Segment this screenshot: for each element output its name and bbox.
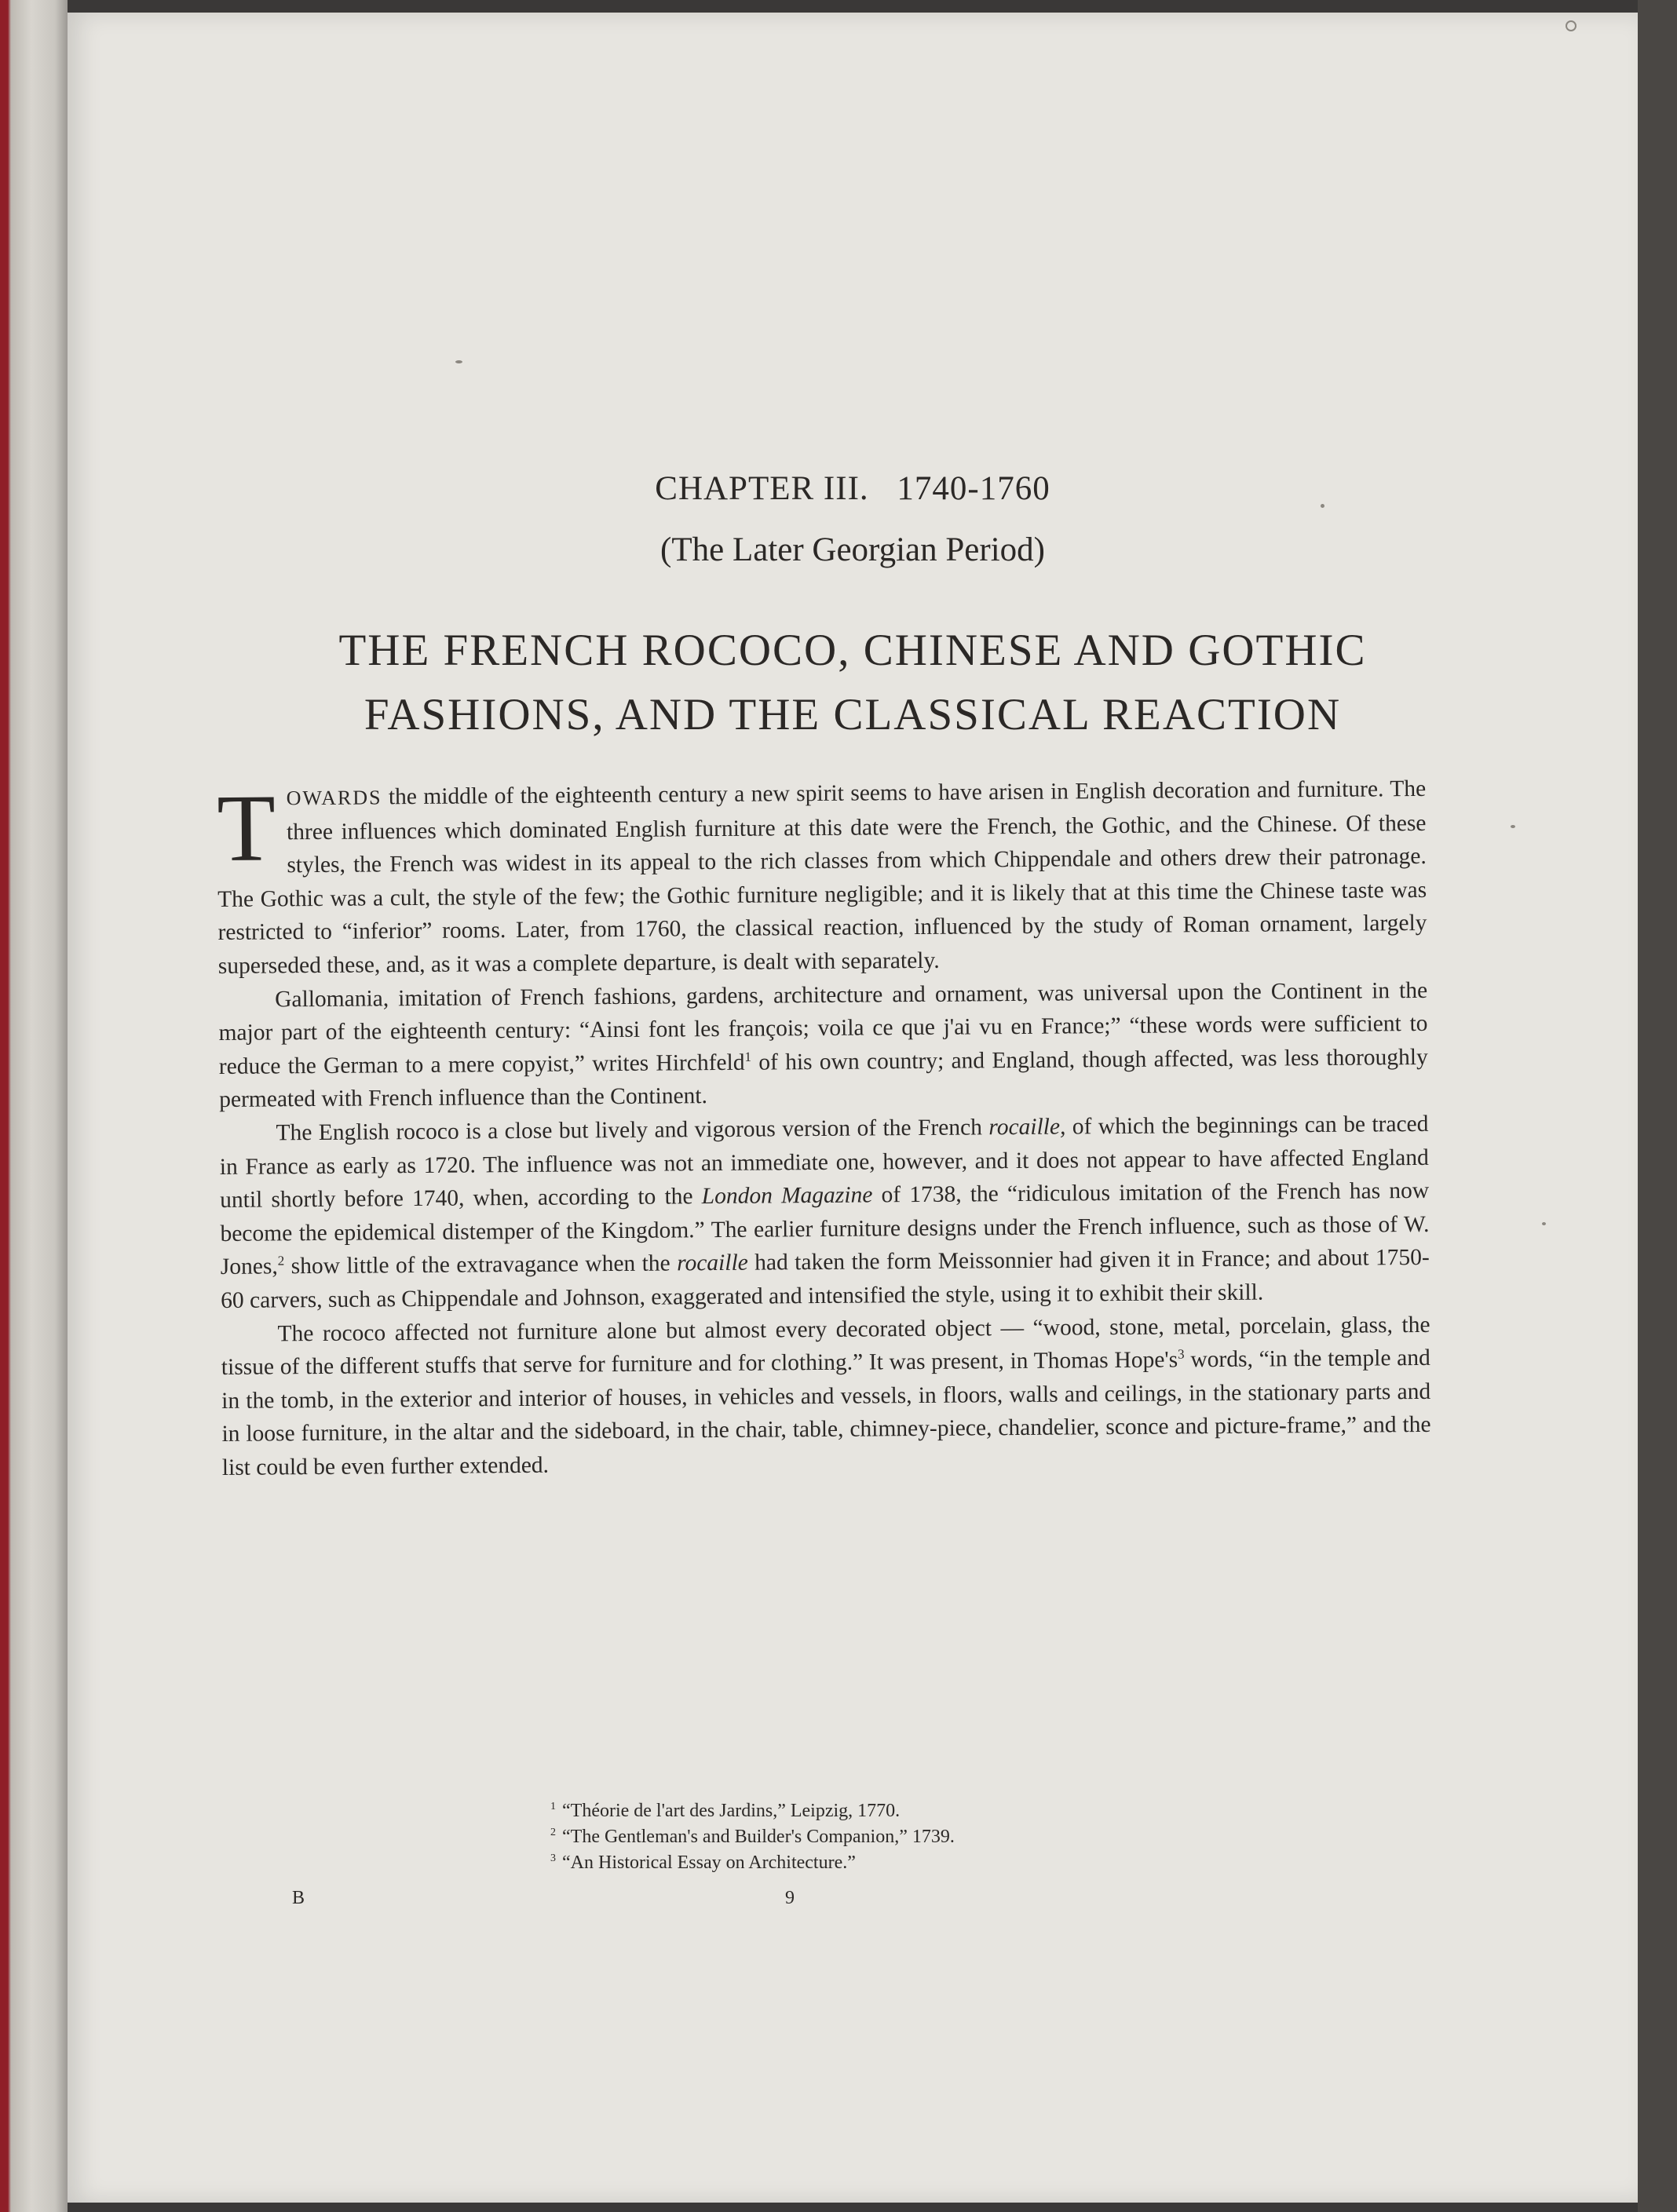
paragraph-3: [219, 1108, 1430, 1318]
paragraph-3-text-b: of which the beginnings can be traced in France as early as 1720. The influence was not an immediate one, however, and it does not appear to have affected England until shortly before 1740, when, according to the: [219, 1111, 1429, 1214]
paragraph-1: [217, 772, 1427, 984]
footnote-ref-2: 2: [277, 1253, 285, 1268]
footnote-ref-3: 3: [1178, 1346, 1185, 1362]
paragraph-1-text: the middle of the eighteenth century a new spirit seems to have arisen in English decoration and furniture. The three influences which dominated English furniture at this date were the French, the Gothic, and the Chinese. Of these styles, the French was widest in its appeal to the rich classes from which Chippendale and others drew their patronage. The Gothic was a cult, the style of the few; the Gothic furniture negligible; and it is likely that at this time the Chinese taste was restricted to “inferior” rooms. Later, from 1760, the classical reaction, influenced by the study of Roman ornament, largely superseded these, and, as it was a complete departure, is dealt with separately.: [217, 776, 1427, 979]
chapter-title-line-2: FASHIONS, AND THE CLASSICAL REACTION: [364, 690, 1342, 739]
footnote-ref-1: 1: [744, 1049, 752, 1064]
footnote-1: [550, 1798, 1257, 1824]
footnote-mark: 2: [550, 1827, 556, 1838]
paper-speck: [1542, 1222, 1546, 1225]
paragraph-2-text-a: Gallomania, imitation of French fashions, gardens, architecture and ornament, was universal upon the Continent in the major part of the eighteenth century: “Ainsi font les françois; voila ce que j'ai vu en France;” “these words were sufficient to reduce the German to a mere copyist,” writes Hirchfeld: [218, 977, 1428, 1079]
chapter-title-line-1: THE FRENCH ROCOCO, CHINESE AND GOTHIC: [338, 626, 1367, 675]
left-page-edge: [0, 0, 68, 2212]
book-page: [68, 13, 1638, 2203]
footnote-3: [550, 1850, 1257, 1876]
paper-speck: [1511, 825, 1515, 828]
footnotes: [550, 1798, 1257, 1876]
paragraph-4-text-b: words, “in the temple and in the tomb, in the exterior and interior of houses, in vehicles and vessels, in floors, walls and ceilings, in the stationary parts and in loose furniture, in the altar and the sideboard, in the chair, table, chimney-piece, chandelier, sconce and picture-frame,” and the list could be even further extended.: [221, 1345, 1431, 1480]
paragraph-3-text-a: The English rococo is a close but lively and vigorous version of the French: [276, 1115, 983, 1146]
chapter-heading: [68, 469, 1638, 508]
footnote-text: “An Historical Essay on Architecture.”: [562, 1852, 856, 1873]
paper-speck: [1566, 20, 1577, 31]
period-subtitle: (The Later Georgian Period): [660, 531, 1045, 568]
paragraph-3-text-c: of 1738, the “ridiculous imitation of the French has now become the epidemical distemper of the Kingdom.” The earlier furniture designs under the French influence, such as those of W. Jones,: [220, 1178, 1430, 1280]
paragraph-2-text-b: of his own country; and England, though affected, was less thoroughly permeated with French influence than the Continent.: [219, 1044, 1428, 1113]
footnote-mark: 1: [550, 1801, 556, 1812]
rocaille-term: rocaille,: [988, 1114, 1066, 1141]
opening-smallcaps: OWARDS: [286, 786, 382, 810]
paper-speck: [455, 360, 462, 363]
chapter-years: 1740-1760: [897, 470, 1050, 507]
paragraph-3-text-d: show little of the extravagance when the: [290, 1250, 670, 1279]
footnote-text: “The Gentleman's and Builder's Companion,” 1739.: [562, 1827, 955, 1847]
drop-cap: T: [216, 775, 276, 882]
chapter-label: CHAPTER III.: [655, 470, 869, 507]
paragraph-4: [221, 1308, 1431, 1484]
paragraph-3-text-e: had taken the form Meissonnier had given it in France; and about 1750-60 carvers, such as Chippendale and Johnson, exaggerated and intensified the style, using it to exhibit their skill.: [221, 1245, 1430, 1313]
paragraph-4-text-a: The rococo affected not furniture alone but almost every decorated object — “wood, stone, metal, porcelain, glass, the tissue of the different stuffs that serve for furniture and for clothing.” It was present, in Thomas Hope's: [221, 1312, 1430, 1381]
right-background: [1638, 0, 1677, 2212]
footnote-text: “Théorie de l'art des Jardins,” Leipzig, 1770.: [562, 1801, 901, 1821]
rocaille-term-2: rocaille: [677, 1250, 748, 1276]
body-text: [217, 772, 1431, 1485]
footnote-mark: 3: [550, 1852, 556, 1864]
footnote-2: [550, 1824, 1257, 1850]
page-number: 9: [785, 1888, 795, 1908]
signature-mark: B: [292, 1888, 305, 1908]
paragraph-2: [218, 973, 1428, 1116]
paper-speck: [1321, 504, 1324, 508]
london-magazine-title: London Magazine: [701, 1182, 873, 1210]
